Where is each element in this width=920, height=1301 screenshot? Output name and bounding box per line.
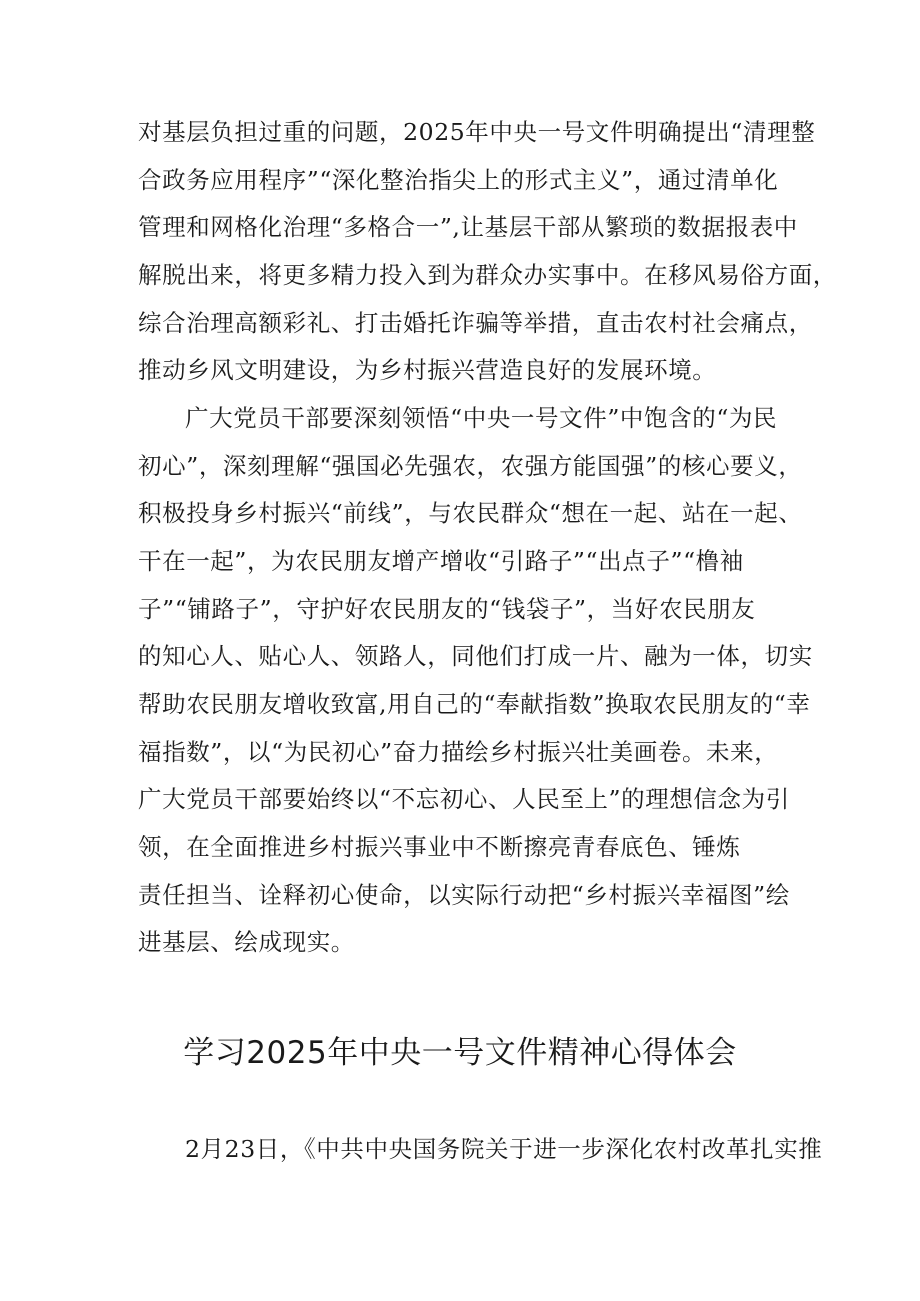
paragraph-1-line-4: 解脱出来，将更多精力投入到为群众办实事中。在移风易俗方面， — [138, 261, 837, 289]
paragraph-2-line-10: 领，在全面推进乡村振兴事业中不断擦亮青春底色、锤炼 — [138, 833, 741, 861]
paragraph-2-line-2: 初心”，深刻理解“强国必先强农，农强方能国强”的核心要义， — [138, 452, 803, 480]
paragraph-2-line-8: 福指数”，以“为民初心”奋力描绘乡村振兴壮美画卷。未来， — [138, 738, 779, 766]
paragraph-2-line-3: 积极投身乡村振兴“前线”，与农民群众“想在一起、站在一起、 — [138, 499, 803, 527]
paragraph-1-line-3: 管理和网格化治理“多格合一”,让基层干部从繁琐的数据报表中 — [138, 213, 798, 241]
paragraph-2-line-7: 帮助农民朋友增收致富,用自己的“奉献指数”换取农民朋友的“幸 — [138, 690, 811, 718]
paragraph-1-line-2: 合政务应用程序”“深化整治指尖上的形式主义”，通过清单化 — [138, 166, 779, 194]
paragraph-2-line-11: 责任担当、诠释初心使命，以实际行动把“乡村振兴幸福图”绘 — [138, 881, 790, 909]
paragraph-3-line-1: 2月23日，《中共中央国务院关于进一步深化农村改革扎实推 — [185, 1135, 823, 1163]
paragraph-1-line-6: 推动乡风文明建设，为乡村振兴营造良好的发展环境。 — [138, 356, 717, 384]
paragraph-2-line-5: 子”“铺路子”，守护好农民朋友的“钱袋子”，当好农民朋友 — [138, 595, 756, 623]
paragraph-2-line-12: 进基层、绘成现实。 — [138, 928, 355, 956]
paragraph-1-line-5: 综合治理高额彩礼、打击婚托诈骗等举措，直击农村社会痛点， — [138, 309, 813, 337]
paragraph-2-line-9: 广大党员干部要始终以“不忘初心、人民至上”的理想信念为引 — [138, 785, 790, 813]
paragraph-2-line-1: 广大党员干部要深刻领悟“中央一号文件”中饱含的“为民 — [185, 404, 778, 432]
paragraph-1-line-1: 对基层负担过重的问题，2025年中央一号文件明确提出“清理整 — [138, 118, 816, 146]
paragraph-2-line-6: 的知心人、贴心人、领路人，同他们打成一片、融为一体，切实 — [138, 642, 813, 670]
article-title: 学习2025年中央一号文件精神心得体会 — [183, 1035, 737, 1071]
paragraph-2-line-4: 干在一起”，为农民朋友增产增收“引路子”“出点子”“橹袖 — [138, 547, 744, 575]
